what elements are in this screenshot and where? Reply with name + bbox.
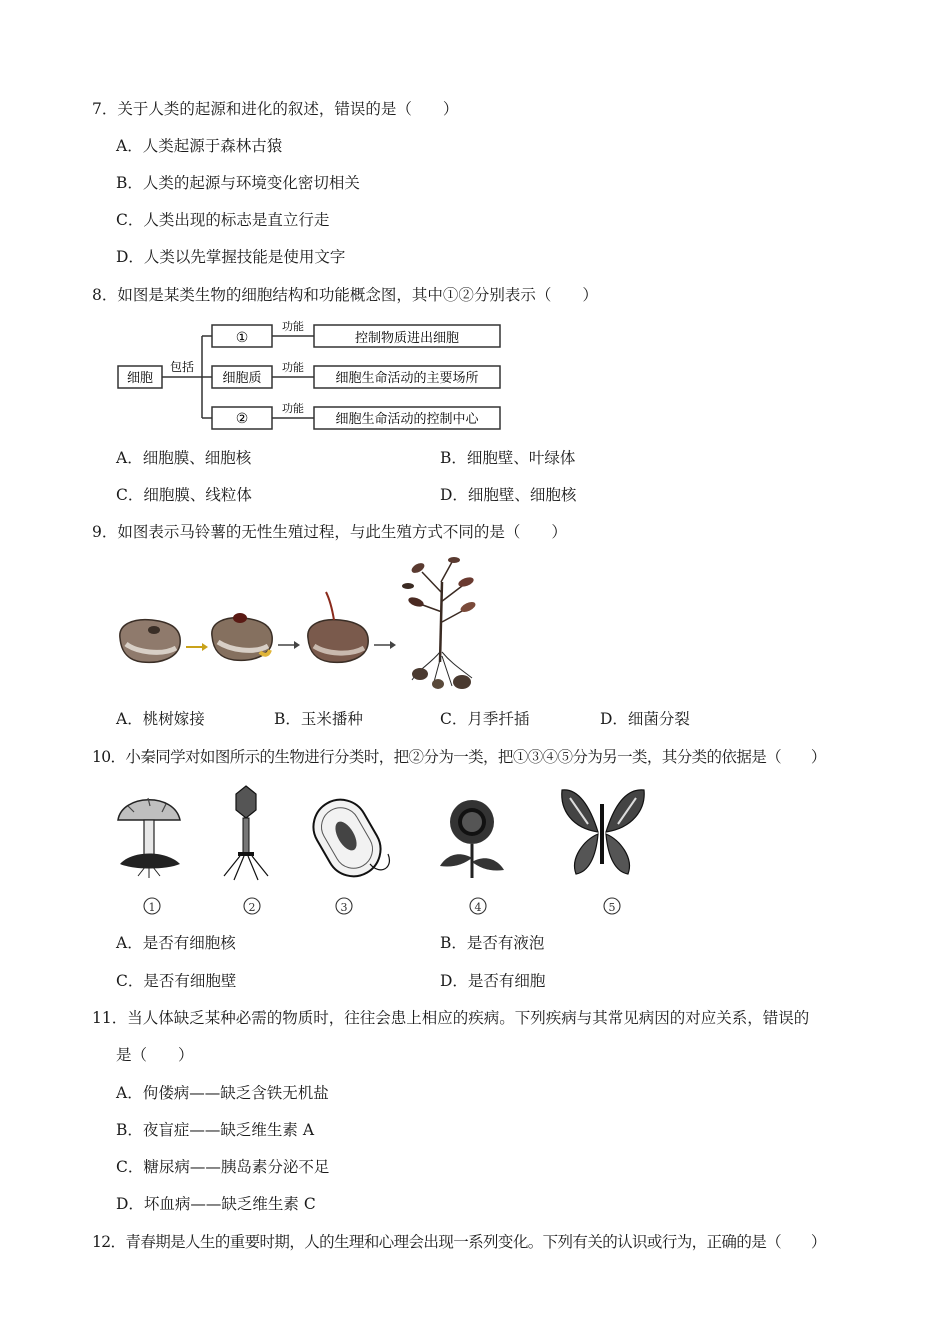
q11-stem-continued: 是（ ） <box>116 1046 194 1064</box>
q8-stem: 8．如图是某类生物的细胞结构和功能概念图，其中①②分别表示（ ） <box>92 286 598 304</box>
organism-label-1: 1 <box>148 901 156 914</box>
potato-piece-1 <box>120 620 180 663</box>
sunflower-icon <box>440 800 504 878</box>
q8-option-d[interactable]: D．细胞壁、细胞核 <box>440 486 577 504</box>
q12-stem: 12．青春期是人生的重要时期，人的生理和心理会出现一系列变化。下列有关的认识或行为，正确的是（ ） <box>92 1233 826 1251</box>
potato-plant <box>402 557 477 689</box>
q8-option-c[interactable]: C．细胞膜、线粒体 <box>116 486 252 504</box>
q9-option-c[interactable]: C．月季扦插 <box>440 710 530 728</box>
q7-option-c[interactable]: C．人类出现的标志是直立行走 <box>116 211 330 229</box>
organism-label-4: 4 <box>474 901 482 914</box>
q10-option-c[interactable]: C．是否有细胞壁 <box>116 972 237 990</box>
diagram-branch-3: ② <box>235 411 249 427</box>
butterfly-icon <box>562 790 644 874</box>
diagram-branch-2: 细胞质 <box>222 371 262 386</box>
potato-reproduction-illustration <box>112 552 512 702</box>
cell-concept-diagram <box>116 318 506 436</box>
q11-stem: 11．当人体缺乏某种必需的物质时，往往会患上相应的疾病。下列疾病与其常见病因的对应关系，错误的 <box>92 1009 810 1027</box>
potato-piece-2 <box>212 613 272 660</box>
diagram-func-label-2: 功能 <box>282 361 304 374</box>
organisms-illustration <box>108 784 668 920</box>
q9-option-d[interactable]: D．细菌分裂 <box>600 710 690 728</box>
mushroom-icon <box>118 798 180 878</box>
diagram-include-label: 包括 <box>169 360 195 374</box>
bacteriophage-icon <box>224 786 268 880</box>
organism-label-3: 3 <box>340 901 348 914</box>
diagram-func-label-3: 功能 <box>282 402 304 415</box>
q11-option-b[interactable]: B．夜盲症——缺乏维生素 A <box>116 1121 315 1139</box>
bacterium-icon <box>304 790 391 886</box>
organism-label-2: 2 <box>248 901 256 914</box>
q8-option-a[interactable]: A．细胞膜、细胞核 <box>116 449 252 467</box>
diagram-function-2: 细胞生命活动的主要场所 <box>335 371 479 386</box>
q8-option-b[interactable]: B．细胞壁、叶绿体 <box>440 449 576 467</box>
q10-option-a[interactable]: A．是否有细胞核 <box>116 934 236 952</box>
q7-option-a[interactable]: A．人类起源于森林古猿 <box>116 137 283 155</box>
q10-option-b[interactable]: B．是否有液泡 <box>440 934 545 952</box>
q11-option-a[interactable]: A．佝偻病——缺乏含铁无机盐 <box>116 1084 329 1102</box>
q7-option-b[interactable]: B．人类的起源与环境变化密切相关 <box>116 174 360 192</box>
q9-option-a[interactable]: A．桃树嫁接 <box>116 710 205 728</box>
q10-stem: 10．小秦同学对如图所示的生物进行分类时，把②分为一类，把①③④⑤分为另一类，其分类的依据是（ ） <box>92 748 826 766</box>
potato-piece-3 <box>308 592 368 662</box>
organism-label-5: 5 <box>608 901 616 914</box>
q11-option-c[interactable]: C．糖尿病——胰岛素分泌不足 <box>116 1158 330 1176</box>
diagram-function-3: 细胞生命活动的控制中心 <box>335 412 479 427</box>
q7-option-d[interactable]: D．人类以先掌握技能是使用文字 <box>116 248 346 266</box>
q9-stem: 9．如图表示马铃薯的无性生殖过程，与此生殖方式不同的是（ ） <box>92 523 567 541</box>
diagram-func-label-1: 功能 <box>282 320 304 333</box>
q9-option-b[interactable]: B．玉米播种 <box>274 710 363 728</box>
q7-stem: 7．关于人类的起源和进化的叙述，错误的是（ ） <box>92 100 459 118</box>
q10-option-d[interactable]: D．是否有细胞 <box>440 972 546 990</box>
diagram-root: 细胞 <box>126 371 154 386</box>
diagram-function-1: 控制物质进出细胞 <box>354 331 460 346</box>
q11-option-d[interactable]: D．坏血病——缺乏维生素 C <box>116 1195 316 1213</box>
diagram-branch-1: ① <box>235 330 249 346</box>
